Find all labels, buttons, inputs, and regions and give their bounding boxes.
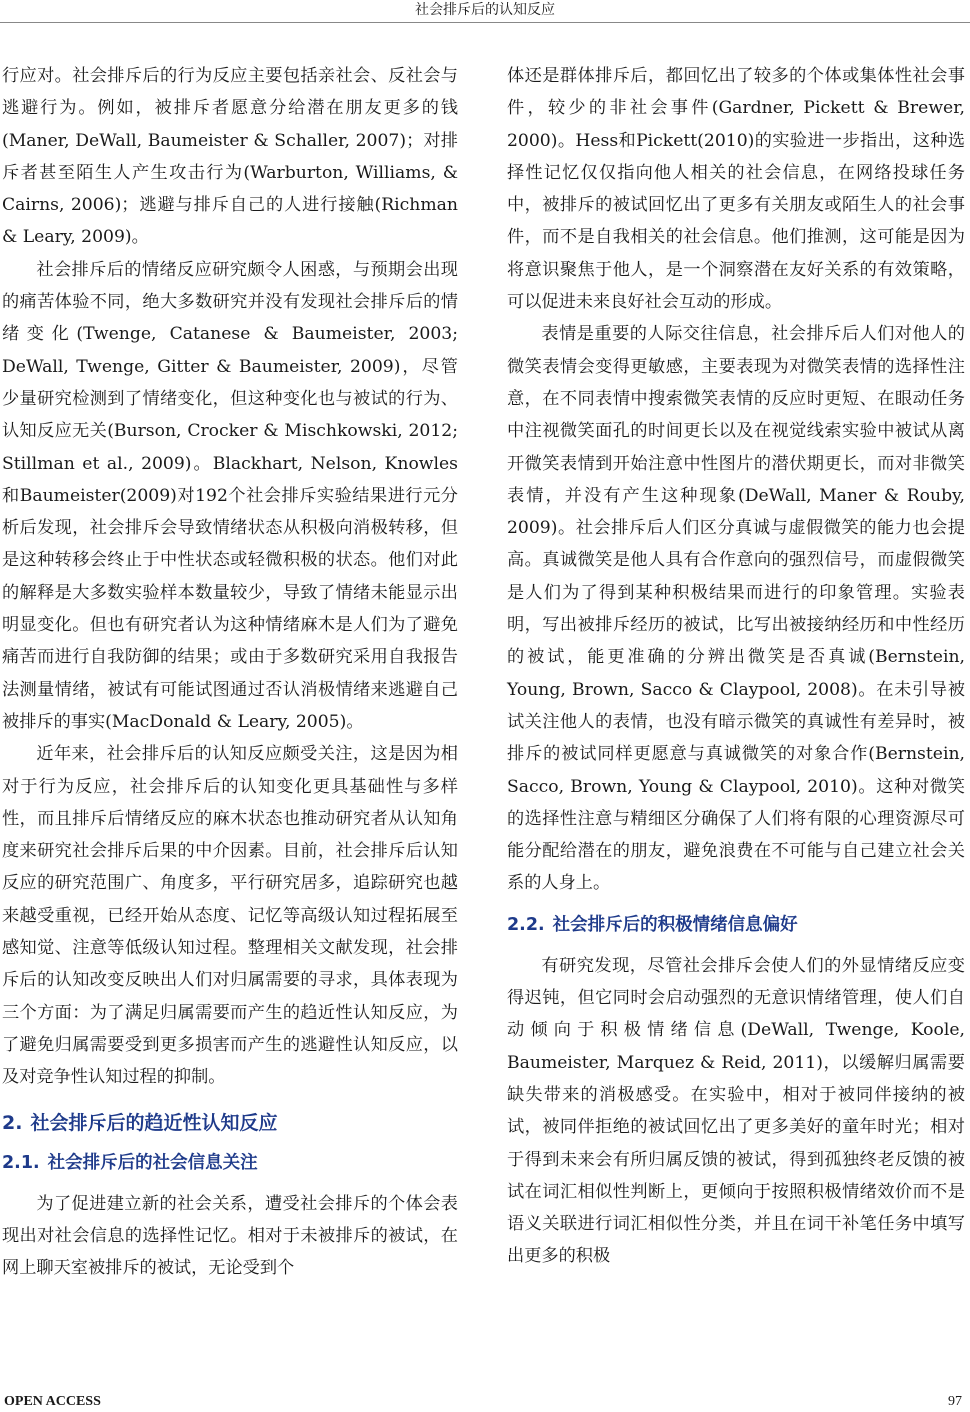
paragraph: 体还是群体排斥后，都回忆出了较多的个体或集体性社会事件，较少的非社会事件(Gardner, Pickett & Brewer, 2000)。Hess和Pickett(2010)的实验进一步指出，这种选择性记忆仅仅指向他人相关的社会信息，在网络投球任务中，被排斥的被试回忆出了更多有关朋友或陌生人的社会事件，而不是自我相关的社会信息。他们推测，这可能是因为将意识聚焦于他人，是一个洞察潜在友好关系的有效策略，可以促进未来良好社会互动的形成。 — [507, 66, 965, 313]
page-footer — [0, 1394, 970, 1412]
paragraph: 为了促进建立新的社会关系，遭受社会排斥的个体会表现出对社会信息的选择性记忆。相对于未被排斥的被试，在网上聊天室被排斥的被试，无论受到个 — [2, 1193, 458, 1279]
left-column — [2, 60, 458, 1284]
paragraph: 有研究发现，尽管社会排斥会使人们的外显情绪反应变得迟钝，但它同时会启动强烈的无意识情绪管理，使人们自动倾向于积极情绪信息(DeWall, Twenge, Koole, Baumeister, Marquez & Reid, 2011)，以缓解归属需要缺失带来的消极感受。在实验中，相对于被同伴接纳的被试，被同伴拒绝的被试回忆出了更多美好的童年时光；相对于得到未来会有所归属反馈的被试，得到孤独终老反馈的被试在词汇相似性判断上，更倾向于按照积极情绪效价而不是语义关联进行词汇相似性分类，并且在词干补笔任务中填写出更多的积极 — [507, 955, 965, 1267]
subsection-heading — [2, 1148, 458, 1178]
paragraph: 近年来，社会排斥后的认知反应颇受关注，这是因为相对于行为反应，社会排斥后的认知变化更具基础性与多样性，而且排斥后情绪反应的麻木状态也推动研究者从认知角度来研究社会排斥后果的中介因素。目前，社会排斥后认知反应的研究范围广、角度多，平行研究居多，追踪研究也越来越受重视，已经开始从态度、记忆等高级认知过程拓展至感知觉、注意等低级认知过程。整理相关文献发现，社会排斥后的认知改变反映出人们对归属需要的寻求，具体表现为三个方面：为了满足归属需要而产生的趋近性认知反应，为了避免归属需要受到更多损害而产生的逃避性认知反应，以及对竞争性认知过程的抑制。 — [2, 744, 458, 1088]
subsection-number: 2.2. — [507, 914, 545, 935]
paragraph: 表情是重要的人际交往信息，社会排斥后人们对他人的微笑表情会变得更敏感，主要表现为对微笑表情的选择性注意，在不同表情中搜索微笑表情的反应时更短、在眼动任务中注视微笑面孔的时间更长以及在视觉线索实验中被试从离开微笑表情到开始注意中性图片的潜伏期更长，而对非微笑表情，并没有产生这种现象(DeWall, Maner & Rouby, 2009)。社会排斥后人们区分真诚与虚假微笑的能力也会提高。真诚微笑是他人具有合作意向的强烈信号，而虚假微笑是人们为了得到某种积极结果而进行的印象管理。实验表明，写出被排斥经历的被试，比写出被接纳经历和中性经历的被试，能更准确的分辨出微笑是否真诚(Bernstein, Young, Brown, Sacco & Claypool, 2008)。在未引导被试关注他人的表情，也没有暗示微笑的真诚性有差异时，被排斥的被试同样更愿意与真诚微笑的对象合作(Bernstein, Sacco, Brown, Young & Claypool, 2010)。这种对微笑的选择性注意与精细区分确保了人们将有限的心理资源尽可能分配给潜在的朋友，避免浪费在不可能与自己建立社会关系的人身上。 — [507, 324, 965, 894]
paragraph: 社会排斥后的情绪反应研究颇令人困惑，与预期会出现的痛苦体验不同，绝大多数研究并没有发现社会排斥后的情绪变化(Twenge, Catanese & Baumeister, 2003; DeWall, Twenge, Gitter & Baumeister, 2009)，尽管少量研究检测到了情绪变化，但这种变化也与被试的行为、认知反应无关(Burson, Crocker & Mischkowski, 2012; Stillman et al., 2009)。Blackhart, Nelson, Knowles和Baumeister(2009)对192个社会排斥实验结果进行元分析后发现，社会排斥会导致情绪状态从积极向消极转移，但是这种转移会终止于中性状态或轻微积极的状态。他们对此的解释是大多数实验样本数量较少，导致了情绪未能显示出明显变化。但也有研究者认为这种情绪麻木是人们为了避免痛苦而进行自我防御的结果；或由于多数研究采用自我报告法测量情绪，被试有可能试图通过否认消极情绪来逃避自己被排斥的事实(MacDonald & Leary, 2005)。 — [2, 259, 458, 732]
running-header — [0, 0, 970, 23]
subsection-title: 社会排斥后的积极情绪信息偏好 — [552, 914, 798, 935]
right-column — [507, 60, 965, 1273]
section-number: 2. — [2, 1111, 23, 1134]
section-heading — [2, 1108, 458, 1138]
page-number: 97 — [948, 1394, 962, 1409]
subsection-title: 社会排斥后的社会信息关注 — [47, 1152, 258, 1173]
subsection-heading — [507, 910, 965, 940]
section-title: 社会排斥后的趋近性认知反应 — [30, 1111, 278, 1134]
journal-label: OPEN ACCESS — [4, 1394, 101, 1409]
running-title: 社会排斥后的认知反应 — [415, 2, 555, 18]
paragraph: 行应对。社会排斥后的行为反应主要包括亲社会、反社会与逃避行为。例如，被排斥者愿意分给潜在朋友更多的钱(Maner, DeWall, Baumeister & Schaller, 2007)；对排斥者甚至陌生人产生攻击行为(Warburton, Williams, & Cairns, 2006)；逃避与排斥自己的人进行接触(Richman & Leary, 2009)。 — [2, 66, 458, 248]
subsection-number: 2.1. — [2, 1152, 40, 1173]
